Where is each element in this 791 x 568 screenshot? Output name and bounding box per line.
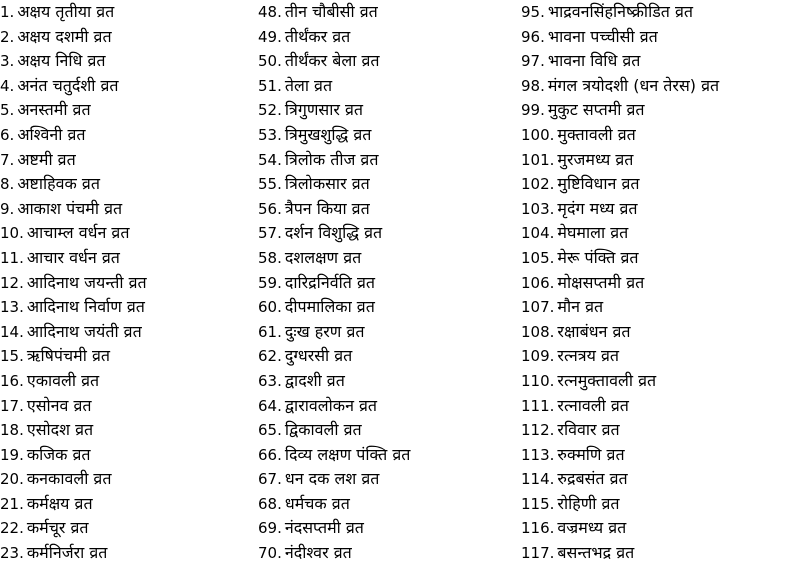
item-text: रुक्मणि व्रत (557, 444, 625, 464)
item-number: 109. (521, 347, 555, 366)
list-item (0, 467, 250, 492)
item-text: नंदीश्वर व्रत (284, 543, 352, 563)
list-item (521, 25, 791, 50)
item-text: अष्टाहिवक व्रत (17, 174, 100, 194)
list-item (0, 344, 250, 369)
list-item (258, 74, 508, 99)
item-text: रत्नमुक्तावली व्रत (557, 370, 657, 390)
item-text: आदिनाथ निर्वाण व्रत (26, 297, 145, 317)
item-text: एसोदश व्रत (26, 420, 94, 440)
item-number: 67. (258, 470, 282, 489)
item-number: 116. (521, 519, 555, 538)
list-item (521, 197, 791, 222)
list-column-2 (258, 0, 508, 566)
item-text: अष्टमी व्रत (17, 149, 76, 169)
item-text: एकावली व्रत (26, 370, 100, 390)
item-number: 66. (258, 445, 282, 464)
item-text: भाद्रवनसिंहनिष्क्रीडित व्रत (547, 2, 693, 21)
list-item (521, 320, 791, 345)
list-item (0, 541, 250, 566)
item-number: 60. (258, 298, 282, 317)
item-text: दारिद्रनिर्वति व्रत (284, 272, 375, 292)
item-text: द्वादशी व्रत (284, 370, 345, 390)
item-text: मुक्तावली व्रत (557, 124, 636, 144)
item-text: मुष्टिविधान व्रत (557, 174, 640, 194)
list-item (258, 0, 508, 25)
item-text: तीन चौबीसी व्रत (284, 2, 378, 21)
list-item (258, 467, 508, 492)
item-text: दिव्य लक्षण पंक्ति व्रत (284, 444, 411, 464)
item-number: 50. (258, 52, 282, 71)
list-item (258, 443, 508, 468)
item-text: अनस्तमी व्रत (17, 100, 91, 120)
list-item (258, 344, 508, 369)
item-number: 57. (258, 224, 282, 243)
list-item (521, 172, 791, 197)
item-number: 12. (0, 273, 24, 292)
item-number: 15. (0, 347, 24, 366)
list-item (0, 197, 250, 222)
item-text: बसन्तभद्र व्रत (557, 543, 635, 563)
item-number: 11. (0, 248, 24, 267)
item-number: 114. (521, 470, 555, 489)
list-column-3 (521, 0, 791, 566)
item-number: 68. (258, 494, 282, 513)
item-number: 51. (258, 76, 282, 95)
list-item (258, 320, 508, 345)
list-item (0, 123, 250, 148)
list-item (0, 172, 250, 197)
list-item (258, 25, 508, 50)
item-number: 95. (521, 3, 545, 21)
item-text: दशलक्षण व्रत (284, 247, 362, 267)
item-number: 100. (521, 125, 555, 144)
item-text: कनकावली व्रत (26, 469, 112, 489)
item-number: 63. (258, 371, 282, 390)
item-number: 3. (0, 52, 15, 71)
item-number: 106. (521, 273, 555, 292)
list-item (0, 221, 250, 246)
item-number: 22. (0, 519, 24, 538)
list-item (258, 221, 508, 246)
item-number: 64. (258, 396, 282, 415)
item-text: आदिनाथ जयन्ती व्रत (26, 272, 147, 292)
item-number: 8. (0, 175, 15, 194)
list-item (258, 197, 508, 222)
list-item (521, 394, 791, 419)
item-text: एसोनव व्रत (26, 395, 92, 415)
item-text: अनंत चतुर्दशी व्रत (17, 75, 119, 95)
item-number: 70. (258, 544, 282, 563)
list-item (0, 74, 250, 99)
item-text: कर्मक्षय व्रत (26, 493, 93, 513)
item-text: अक्षय तृतीया व्रत (17, 2, 115, 21)
item-number: 6. (0, 125, 15, 144)
list-item (0, 516, 250, 541)
item-text: मौन व्रत (557, 297, 604, 317)
item-number: 4. (0, 76, 15, 95)
item-text: कजिक व्रत (26, 444, 91, 464)
item-text: आदिनाथ जयंती व्रत (26, 321, 142, 341)
list-item (258, 98, 508, 123)
item-number: 19. (0, 445, 24, 464)
item-number: 20. (0, 470, 24, 489)
list-item (0, 25, 250, 50)
list-item (0, 295, 250, 320)
item-text: मोक्षसप्तमी व्रत (557, 272, 645, 292)
item-text: दर्शन विशुद्धि व्रत (284, 223, 383, 243)
list-item (258, 271, 508, 296)
list-item (521, 246, 791, 271)
item-number: 103. (521, 199, 555, 218)
item-text: धर्मचक व्रत (284, 493, 350, 513)
item-text: मृदंग मध्य व्रत (557, 198, 638, 218)
item-text: आचार वर्धन व्रत (26, 247, 120, 267)
list-item (258, 516, 508, 541)
item-text: अक्षय दशमी व्रत (17, 26, 112, 46)
list-item (521, 98, 791, 123)
item-number: 69. (258, 519, 282, 538)
item-text: त्रिलोक तीज व्रत (284, 149, 379, 169)
list-item (258, 295, 508, 320)
item-number: 7. (0, 150, 15, 169)
list-item (521, 369, 791, 394)
item-number: 5. (0, 101, 15, 120)
item-text: भावना पच्चीसी व्रत (547, 26, 658, 46)
item-number: 110. (521, 371, 555, 390)
item-number: 108. (521, 322, 555, 341)
list-item (0, 394, 250, 419)
item-number: 61. (258, 322, 282, 341)
item-text: आकाश पंचमी व्रत (17, 198, 123, 218)
list-item (0, 0, 250, 25)
list-item (521, 541, 791, 566)
item-text: त्रैपन किया व्रत (284, 198, 370, 218)
item-text: कर्मनिर्जरा व्रत (26, 543, 108, 563)
list-item (521, 74, 791, 99)
item-text: द्वारावलोकन व्रत (284, 395, 378, 415)
list-item (258, 492, 508, 517)
item-text: ऋषिपंचमी व्रत (26, 346, 110, 366)
item-number: 115. (521, 494, 555, 513)
item-number: 102. (521, 175, 555, 194)
item-number: 14. (0, 322, 24, 341)
list-item (521, 295, 791, 320)
item-text: कर्मचूर व्रत (26, 518, 89, 538)
item-text: मुरजमध्य व्रत (557, 149, 634, 169)
item-text: त्रिलोकसार व्रत (284, 174, 370, 194)
list-item (521, 492, 791, 517)
item-text: भावना विधि व्रत (547, 51, 641, 71)
list-item (258, 49, 508, 74)
list-item (521, 123, 791, 148)
item-number: 55. (258, 175, 282, 194)
list-item (521, 443, 791, 468)
item-number: 104. (521, 224, 555, 243)
item-number: 99. (521, 101, 545, 120)
item-number: 58. (258, 248, 282, 267)
item-number: 117. (521, 544, 555, 563)
list-item (521, 221, 791, 246)
item-text: वज्रमध्य व्रत (557, 518, 627, 538)
item-text: नंदसप्तमी व्रत (284, 518, 364, 538)
list-item (258, 418, 508, 443)
item-number: 13. (0, 298, 24, 317)
item-number: 52. (258, 101, 282, 120)
list-item (521, 418, 791, 443)
item-number: 10. (0, 224, 24, 243)
list-item (0, 492, 250, 517)
item-number: 48. (258, 3, 282, 21)
item-text: मंगल त्रयोदशी (धन तेरस) व्रत (547, 75, 720, 95)
list-item (0, 246, 250, 271)
item-number: 18. (0, 421, 24, 440)
list-item (521, 49, 791, 74)
item-text: धन दक लश व्रत (284, 469, 380, 489)
list-item (258, 369, 508, 394)
item-text: त्रिमुखशुद्धि व्रत (284, 124, 372, 144)
item-text: तीर्थंकर बेला व्रत (284, 51, 380, 71)
item-text: तीर्थंकर व्रत (284, 26, 351, 46)
list-item (521, 0, 791, 25)
item-number: 107. (521, 298, 555, 317)
item-number: 59. (258, 273, 282, 292)
item-text: रत्नत्रय व्रत (557, 346, 619, 366)
item-text: अश्विनी व्रत (17, 124, 86, 144)
item-text: आचाम्ल वर्धन व्रत (26, 223, 130, 243)
list-item (521, 344, 791, 369)
item-text: अक्षय निधि व्रत (17, 51, 106, 71)
list-item (258, 123, 508, 148)
item-number: 111. (521, 396, 555, 415)
item-number: 113. (521, 445, 555, 464)
item-text: दुःख हरण व्रत (284, 321, 365, 341)
item-text: रविवार व्रत (557, 420, 620, 440)
item-number: 112. (521, 421, 555, 440)
item-number: 17. (0, 396, 24, 415)
item-number: 21. (0, 494, 24, 513)
item-number: 2. (0, 27, 15, 46)
item-number: 1. (0, 3, 15, 21)
list-item (0, 49, 250, 74)
list-item (258, 246, 508, 271)
item-text: तेला व्रत (284, 75, 333, 95)
item-text: मेरू पंक्ति व्रत (557, 247, 639, 267)
item-number: 62. (258, 347, 282, 366)
item-text: मेघमाला व्रत (557, 223, 629, 243)
item-text: मुकुट सप्तमी व्रत (547, 100, 645, 120)
item-number: 54. (258, 150, 282, 169)
list-item (0, 369, 250, 394)
item-number: 105. (521, 248, 555, 267)
item-text: रोहिणी व्रत (557, 493, 620, 513)
list-item (521, 271, 791, 296)
item-number: 101. (521, 150, 555, 169)
list-item (0, 98, 250, 123)
item-text: दुग्धरसी व्रत (284, 346, 353, 366)
item-number: 16. (0, 371, 24, 390)
list-item (258, 541, 508, 566)
item-text: द्विकावली व्रत (284, 420, 362, 440)
list-item (0, 418, 250, 443)
item-text: रुद्रबसंत व्रत (557, 469, 628, 489)
list-item (0, 148, 250, 173)
item-number: 65. (258, 421, 282, 440)
item-number: 53. (258, 125, 282, 144)
list-item (521, 148, 791, 173)
list-item (0, 320, 250, 345)
item-text: रत्नावली व्रत (557, 395, 629, 415)
list-item (0, 443, 250, 468)
list-column-1 (0, 0, 250, 566)
item-number: 9. (0, 199, 15, 218)
item-number: 97. (521, 52, 545, 71)
item-number: 56. (258, 199, 282, 218)
item-text: रक्षाबंधन व्रत (557, 321, 631, 341)
item-number: 23. (0, 544, 24, 563)
list-item (258, 148, 508, 173)
item-text: त्रिगुणसार व्रत (284, 100, 364, 120)
list-item (521, 516, 791, 541)
list-item (0, 271, 250, 296)
item-text: दीपमालिका व्रत (284, 297, 375, 317)
list-item (521, 467, 791, 492)
list-item (258, 394, 508, 419)
item-number: 98. (521, 76, 545, 95)
item-number: 49. (258, 27, 282, 46)
list-item (258, 172, 508, 197)
item-number: 96. (521, 27, 545, 46)
